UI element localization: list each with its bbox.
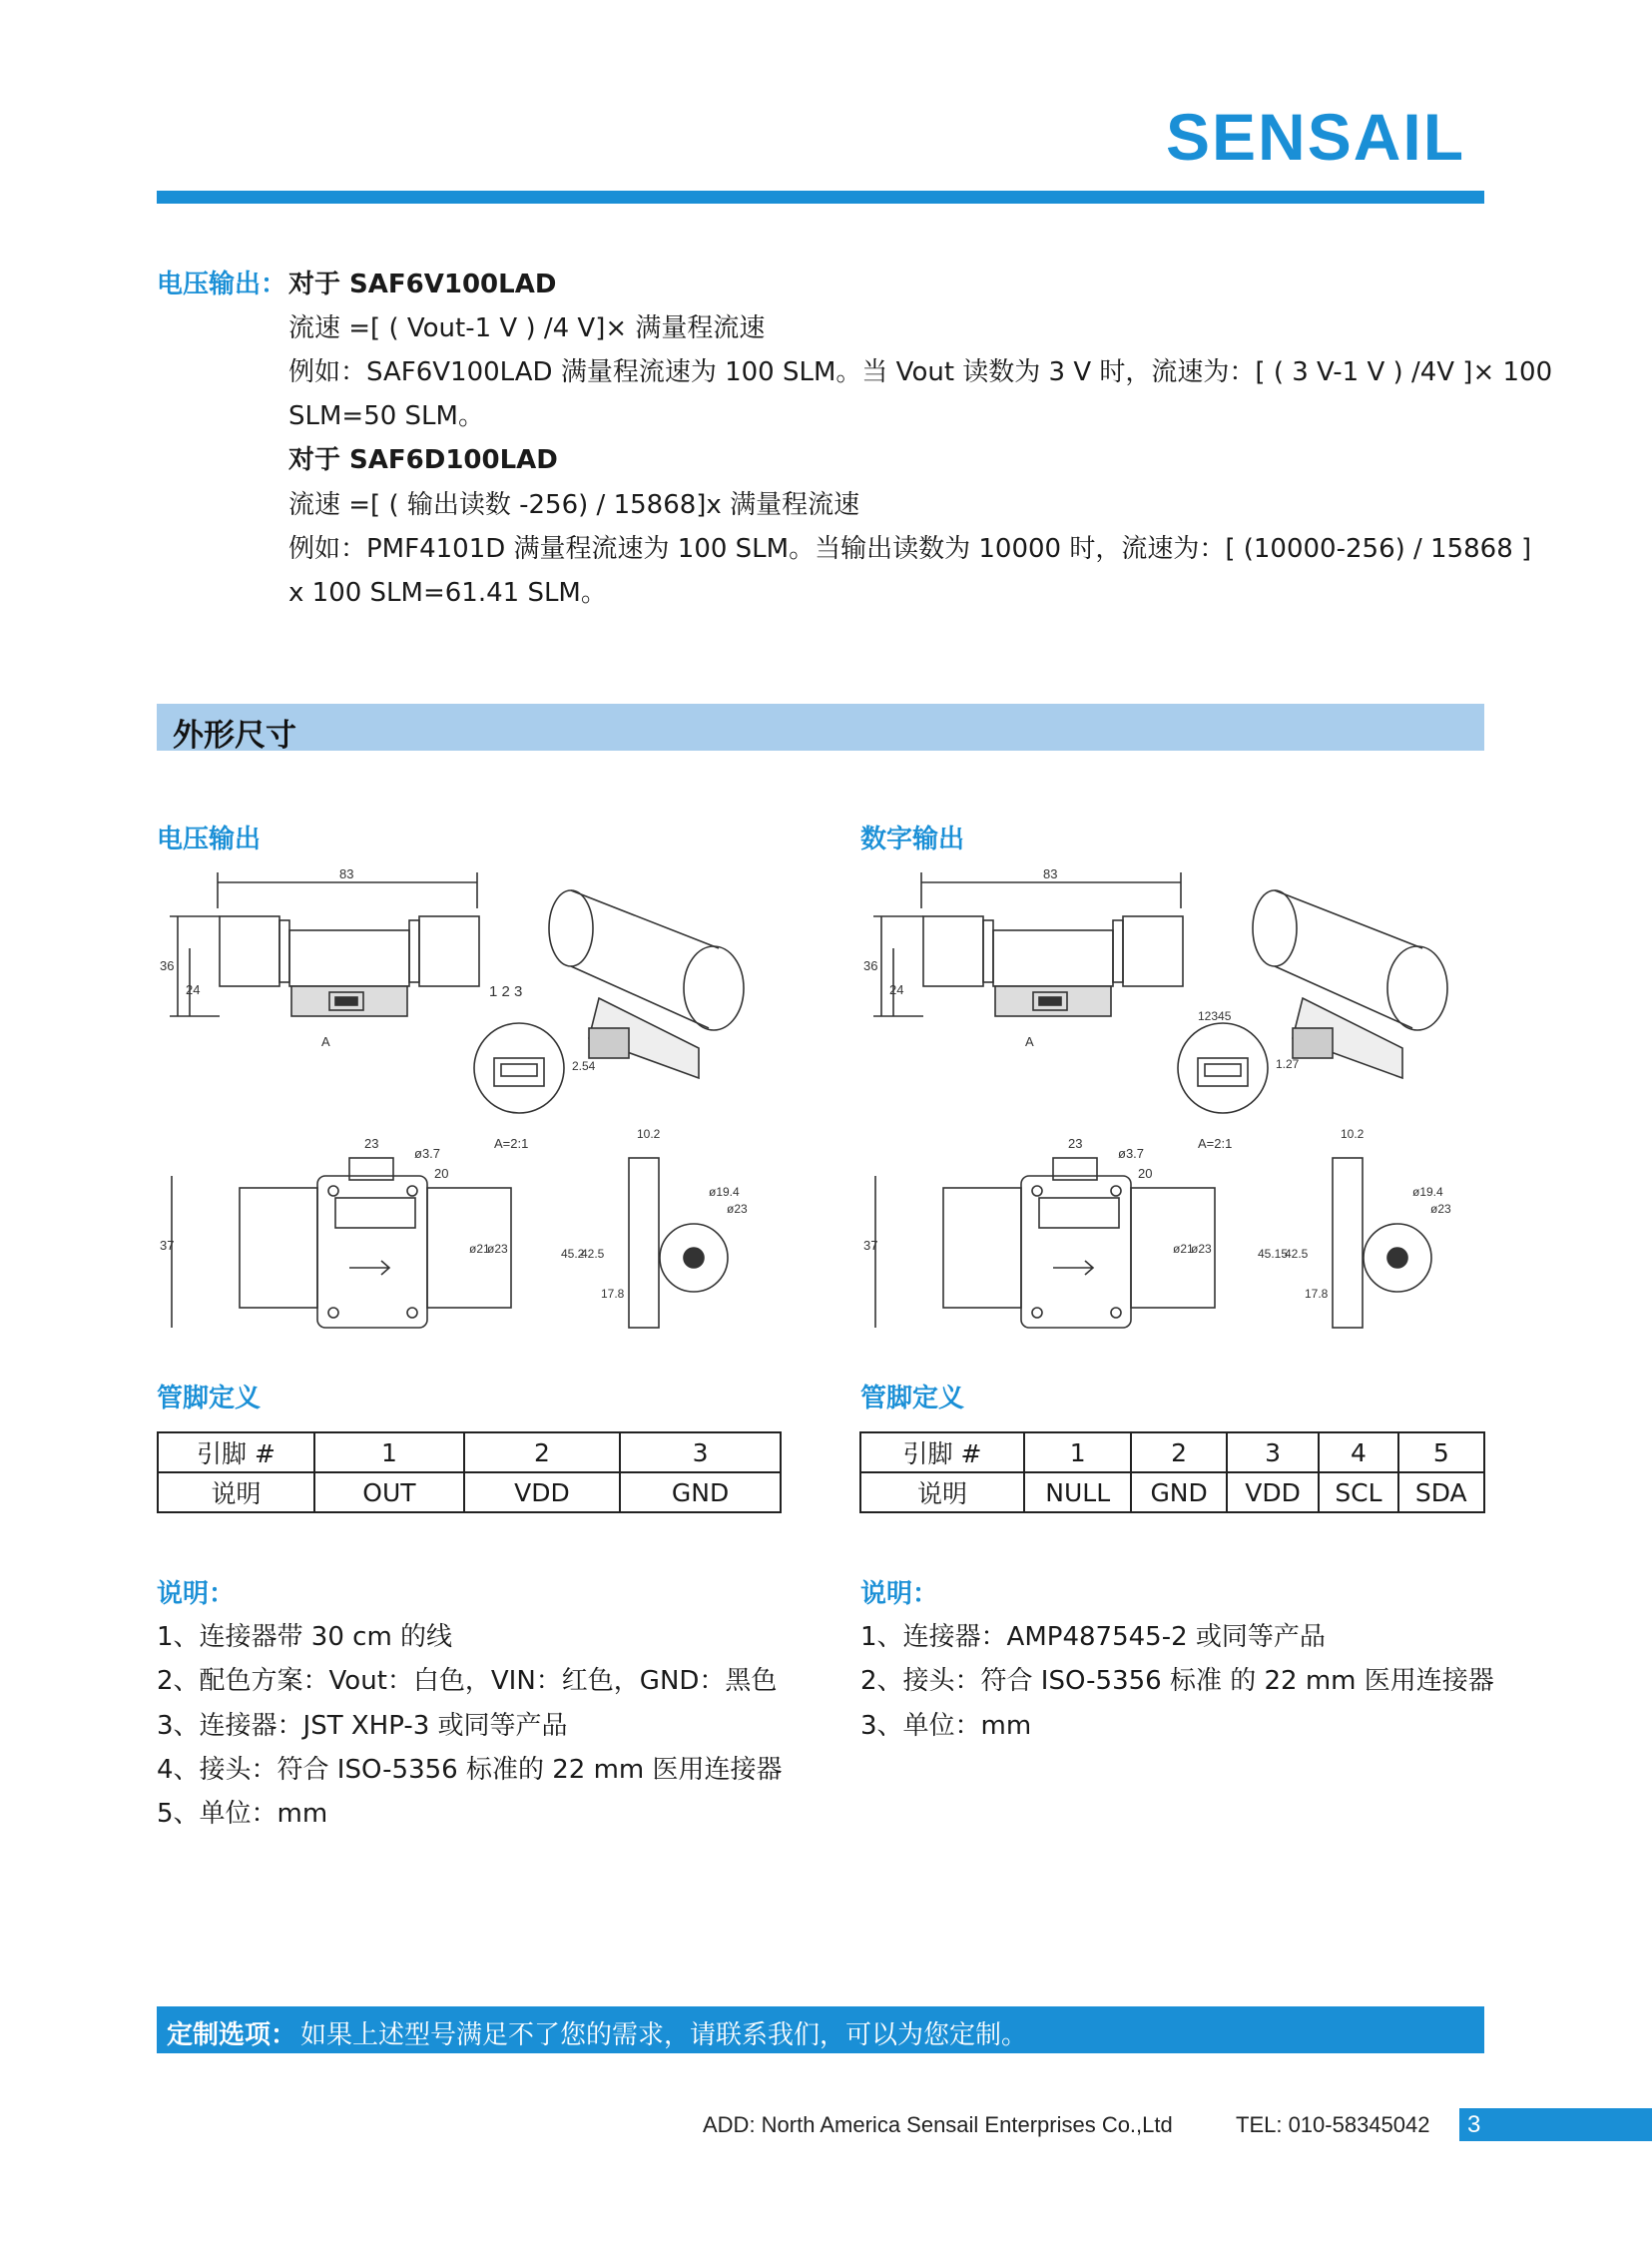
page-number-box [1459, 2108, 1652, 2141]
custom-options-text: 如果上述型号满足不了您的需求，请联系我们，可以为您定制。 [300, 2020, 1028, 2050]
voltage-output-label: 电压输出： [157, 270, 287, 299]
pin-desc-cell: VDD [464, 1472, 620, 1512]
pin-desc-cell: NULL [1024, 1472, 1131, 1512]
dim-h2: 24 [186, 982, 201, 997]
pin-header-cell: 引脚 # [860, 1432, 1024, 1472]
dim-d21: ø21 [1173, 1242, 1194, 1256]
dim-h425: 42.5 [1285, 1247, 1309, 1261]
v-example-line2: SLM=50 SLM。 [288, 401, 484, 431]
dim-d20: 20 [1138, 1166, 1153, 1181]
list-item: 5、单位：mm [157, 1799, 328, 1829]
notes-right-heading: 说明： [860, 1579, 939, 1609]
header-rule [157, 191, 1484, 204]
pin-desc-cell: GND [620, 1472, 781, 1512]
pins-label: 12345 [1198, 1009, 1232, 1023]
dim-h37: 37 [863, 1238, 878, 1253]
pin-desc-cell: OUT [314, 1472, 464, 1512]
v-formula: 流速 =[ ( Vout-1 V ) /4 V]× 满量程流速 [288, 313, 766, 343]
pin-number-cell: 2 [1131, 1432, 1226, 1472]
list-item: 2、接头：符合 ISO-5356 标准 的 22 mm 医用连接器 [860, 1666, 1494, 1696]
pin-number-cell: 3 [1227, 1432, 1320, 1472]
pin-number-cell: 1 [314, 1432, 464, 1472]
custom-options-label: 定制选项： [167, 2020, 297, 2050]
brand-logo [1166, 100, 1485, 170]
list-item: 2、配色方案：Vout：白色，VIN：红色，GND：黑色 [157, 1666, 778, 1696]
list-item: 1、连接器带 30 cm 的线 [157, 1622, 453, 1652]
pin-number-cell: 2 [464, 1432, 620, 1472]
pin-desc-cell: GND [1131, 1472, 1226, 1512]
dim-h452: 45.2 [561, 1247, 585, 1261]
pitch-label: 2.54 [572, 1059, 596, 1073]
dim-d23: ø23 [1191, 1242, 1212, 1256]
custom-options-bar [157, 2006, 1484, 2053]
voltage-drawing-heading: 电压输出 [157, 825, 262, 854]
pin-left-heading: 管脚定义 [157, 1384, 262, 1413]
d-example-line2: x 100 SLM=61.41 SLM。 [288, 578, 607, 608]
pin-right-heading: 管脚定义 [860, 1384, 965, 1413]
dim-d23b: ø23 [727, 1202, 748, 1216]
digital-dimension-drawing [853, 858, 1492, 1338]
list-item: 3、单位：mm [860, 1711, 1032, 1741]
dim-w23: 23 [1068, 1136, 1083, 1151]
dim-h37: 37 [160, 1238, 175, 1253]
dim-d23b: ø23 [1430, 1202, 1451, 1216]
scale-label: A=2:1 [1198, 1136, 1233, 1151]
pin-desc-header-cell: 说明 [158, 1472, 314, 1512]
pin-number-cell: 3 [620, 1432, 781, 1472]
page-number: 3 [1467, 2111, 1481, 2138]
notes-left-heading: 说明： [157, 1579, 236, 1609]
voltage-dimension-drawing [150, 858, 789, 1338]
pin-table-digital [859, 1431, 1485, 1513]
table-row [860, 1472, 1484, 1512]
v-model-heading: 对于 SAF6V100LAD [288, 270, 557, 299]
dim-length: 83 [339, 866, 354, 881]
dim-d21: ø21 [469, 1242, 490, 1256]
v-example-line1: 例如：SAF6V100LAD 满量程流速为 100 SLM。当 Vout 读数为 3 V 时，流速为：[ ( 3 V-1 V ) /4V ]× 100 [288, 357, 1553, 387]
table-row [158, 1472, 781, 1512]
footer-address: ADD: North America Sensail Enterprises Co.,Ltd [703, 2112, 1173, 2137]
pin-desc-cell: VDD [1227, 1472, 1320, 1512]
pin-desc-cell: SCL [1319, 1472, 1397, 1512]
dim-h452: 45.15 [1258, 1247, 1289, 1261]
dim-h1: 36 [863, 958, 878, 973]
pitch-label: 1.27 [1276, 1057, 1300, 1071]
dim-h2: 24 [889, 982, 904, 997]
dim-hole: ø3.7 [414, 1146, 441, 1161]
list-item: 3、连接器：JST XHP-3 或同等产品 [157, 1711, 568, 1741]
dim-h425: 42.5 [581, 1247, 605, 1261]
pin-number-cell: 4 [1319, 1432, 1397, 1472]
table-row [158, 1432, 781, 1472]
dim-length: 83 [1043, 866, 1058, 881]
dim-top: 10.2 [1341, 1127, 1365, 1141]
dim-d194: ø19.4 [1412, 1185, 1443, 1199]
table-row [860, 1432, 1484, 1472]
d-model-heading: 对于 SAF6D100LAD [288, 445, 558, 475]
pin-desc-header-cell: 说明 [860, 1472, 1024, 1512]
dim-d194: ø19.4 [709, 1185, 740, 1199]
pin-header-cell: 引脚 # [158, 1432, 314, 1472]
pin-number-cell: 5 [1398, 1432, 1484, 1472]
dimensions-title: 外形尺寸 [173, 718, 296, 754]
footer-tel: TEL: 010-58345042 [1236, 2112, 1430, 2137]
dim-d20: 20 [434, 1166, 449, 1181]
dim-hole: ø3.7 [1118, 1146, 1145, 1161]
pin-desc-cell: SDA [1398, 1472, 1484, 1512]
pins-label: 1 2 3 [489, 983, 523, 1000]
dim-d23: ø23 [487, 1242, 508, 1256]
scale-label: A=2:1 [494, 1136, 529, 1151]
dim-h178: 17.8 [601, 1287, 625, 1301]
brand-logo-text: SENSAIL [1166, 100, 1466, 170]
dim-h178: 17.8 [1305, 1287, 1329, 1301]
pin-table-voltage [157, 1431, 782, 1513]
dim-w23: 23 [364, 1136, 379, 1151]
list-item: 1、连接器：AMP487545-2 或同等产品 [860, 1622, 1326, 1652]
dim-h1: 36 [160, 958, 175, 973]
view-a-label: A [1025, 1034, 1034, 1049]
d-example-line1: 例如：PMF4101D 满量程流速为 100 SLM。当输出读数为 10000 时，流速为：[ (10000-256) / 15868 ] [288, 534, 1532, 564]
list-item: 4、接头：符合 ISO-5356 标准的 22 mm 医用连接器 [157, 1755, 783, 1785]
d-formula: 流速 =[ ( 输出读数 -256) / 15868]x 满量程流速 [288, 490, 860, 520]
view-a-label: A [321, 1034, 330, 1049]
digital-drawing-heading: 数字输出 [860, 825, 965, 854]
dimensions-section-bar [157, 704, 1484, 754]
dim-top: 10.2 [637, 1127, 661, 1141]
pin-number-cell: 1 [1024, 1432, 1131, 1472]
